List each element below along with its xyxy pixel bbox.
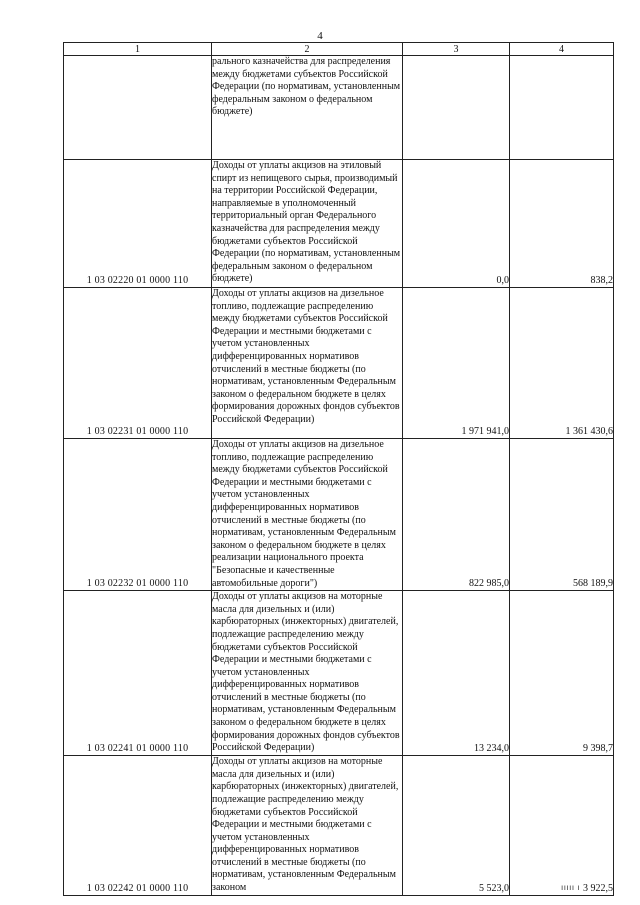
description-cell: Доходы от уплаты акцизов на дизельное топливо, подлежащие распределению между бюджетами субъектов Российской Федерации и местными бюджетами с учетом установленных дифференцированных нормативов отчислений в местные бюджеты (по нормативам, установленным Федеральным законом о федеральном бюджете в целях формирования дорожных фондов субъектов Российской Федерации) [212,288,403,439]
budget-code-cell: 1 03 02231 01 0000 110 [64,288,212,439]
value-4-cell: 838,2 [510,160,614,288]
value-3-cell: 822 985,0 [403,439,510,591]
value-4-cell: 568 189,9 [510,439,614,591]
column-header-description: 2 [212,43,403,56]
description-cell: Доходы от уплаты акцизов на этиловый спирт из непищевого сырья, производимый на территории Российской Федерации, направляемые в уполномоченный территориальный орган Федерального казначейства для распределения между бюджетами субъектов Российской Федерации (по нормативам, установленным федеральным законом о федеральном бюджете) [212,160,403,288]
description-cell: рального казначейства для распределения между бюджетами субъектов Российской Федерации (по нормативам, установленным федеральным законом о федеральном бюджете) [212,56,403,160]
value-4-cell: 1 361 430,6 [510,288,614,439]
page-number: 4 [317,30,323,42]
value-3-cell: 13 234,0 [403,591,510,756]
description-cell: Доходы от уплаты акцизов на дизельное топливо, подлежащие распределению между бюджетами субъектов Российской Федерации и местными бюджетами с учетом установленных дифференцированных нормативов отчислений в местные бюджеты (по нормативам, установленным Федеральным законом о федеральном бюджете в целях реализации национального проекта "Безопасные и качественные автомобильные дороги") [212,439,403,591]
value-3-cell [403,56,510,160]
budget-revenue-table [63,42,614,896]
column-header-code: 1 [64,43,212,56]
value-3-cell: 5 523,0 [403,756,510,896]
value-3-cell: 0,0 [403,160,510,288]
table-header-row [64,43,614,56]
table-row [64,439,614,591]
budget-code-cell: 1 03 02220 01 0000 110 [64,160,212,288]
table-row [64,56,614,160]
footer-mark: ııııı ı [561,883,581,892]
budget-code-cell: 1 03 02242 01 0000 110 [64,756,212,896]
value-3-cell: 1 971 941,0 [403,288,510,439]
table-row [64,160,614,288]
value-4-cell: 9 398,7 [510,591,614,756]
description-cell: Доходы от уплаты акцизов на моторные масла для дизельных и (или) карбюраторных (инжекторных) двигателей, подлежащие распределению между бюджетами субъектов Российской Федерации и местными бюджетами с учетом установленных дифференцированных нормативов отчислений в местные бюджеты (по нормативам, установленным Федеральным законом о федеральном бюджете в целях формирования дорожных фондов субъектов Российской Федерации) [212,591,403,756]
value-4-cell: 3 922,5 [510,756,614,896]
value-4-cell [510,56,614,160]
column-header-value-4: 4 [510,43,614,56]
table-row [64,591,614,756]
table-row [64,756,614,896]
description-cell: Доходы от уплаты акцизов на моторные масла для дизельных и (или) карбюраторных (инжекторных) двигателей, подлежащие распределению между бюджетами субъектов Российской Федерации и местными бюджетами с учетом установленных дифференцированных нормативов отчислений в местные бюджеты (по нормативам, установленным Федеральным законом [212,756,403,896]
table-row [64,288,614,439]
budget-code-cell: 1 03 02241 01 0000 110 [64,591,212,756]
column-header-value-3: 3 [403,43,510,56]
budget-code-cell: 1 03 02232 01 0000 110 [64,439,212,591]
budget-code-cell [64,56,212,160]
